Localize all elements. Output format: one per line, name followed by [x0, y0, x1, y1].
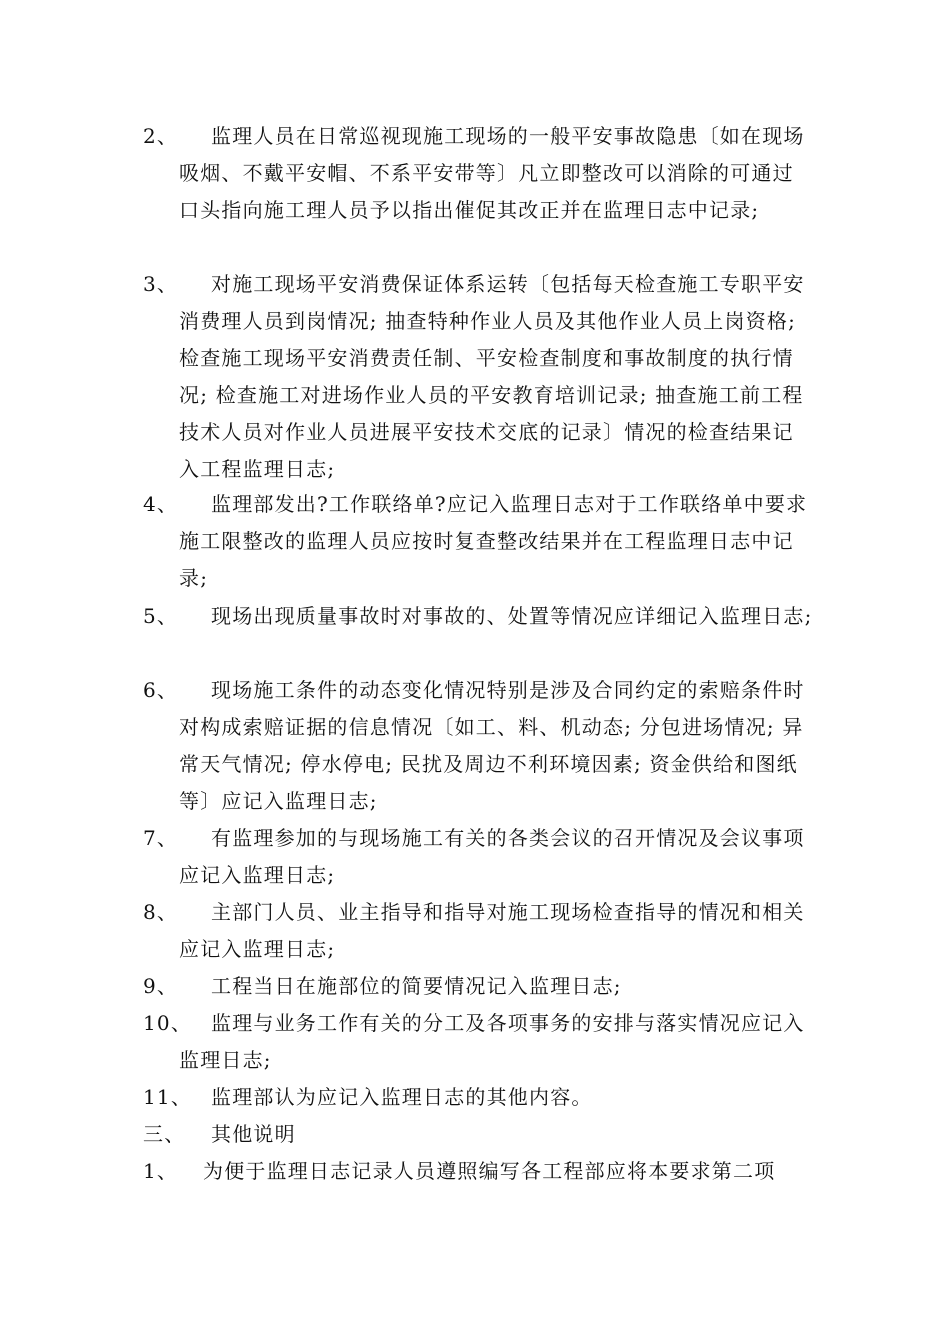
list-number: 11、 — [143, 1085, 193, 1109]
list-text: 有监理参加的与现场施工有关的各类会议的召开情况及会议事项应记入监理日志; — [179, 826, 805, 887]
list-item-7 — [143, 820, 813, 894]
list-text: 现场出现质量事故时对事故的、处置等情况应详细记入监理日志; — [211, 604, 813, 628]
list-number: 5、 — [143, 604, 179, 628]
list-text: 监理部认为应记入监理日志的其他内容。 — [211, 1085, 593, 1109]
list-item-11 — [143, 1079, 813, 1116]
list-number: 4、 — [143, 492, 179, 516]
list-item-4 — [143, 486, 813, 597]
list-number: 10、 — [143, 1011, 193, 1035]
list-text: 现场施工条件的动态变化情况特别是涉及合同约定的索赔条件时对构成索赔证据的信息情况〔如工、料、机动态; 分包进场情况; 异常天气情况; 停水停电; 民扰及周边不利环境因素; 资金供给和图纸等〕应记入监理日志; — [179, 678, 805, 813]
list-item-5 — [143, 598, 813, 635]
list-number: 1、 — [143, 1159, 179, 1183]
list-text: 监理部发出?工作联络单?应记入监理日志对于工作联络单中要求施工限整改的监理人员应按时复查整改结果并在工程监理日志中记录; — [179, 492, 808, 590]
list-text: 对施工现场平安消费保证体系运转〔包括每天检查施工专职平安消费理人员到岗情况; 抽查特种作业人员及其他作业人员上岗资格; 检查施工现场平安消费责任制、平安检查制度和事故制度的执行情况; 检查施工对进场作业人员的平安教育培训记录; 抽查施工前工程技术人员对作业人员进展平安技术交底的记录〕情况的检查结果记入工程监理日志; — [179, 272, 805, 481]
list-number: 9、 — [143, 974, 179, 998]
list-text: 监理人员在日常巡视现施工现场的一般平安事故隐患〔如在现场吸烟、不戴平安帽、不系平安带等〕凡立即整改可以消除的可通过口头指向施工理人员予以指出催促其改正并在监理日志中记录; — [179, 124, 805, 222]
list-number: 7、 — [143, 826, 179, 850]
list-item-2 — [143, 118, 813, 229]
list-item-10 — [143, 1005, 813, 1079]
list-number: 8、 — [143, 900, 179, 924]
list-text: 为便于监理日志记录人员遵照编写各工程部应将本要求第二项 — [203, 1159, 776, 1183]
list-text: 工程当日在施部位的简要情况记入监理日志; — [211, 974, 622, 998]
list-item-8 — [143, 894, 813, 968]
list-item-9 — [143, 968, 813, 1005]
list-item-3 — [143, 266, 813, 488]
list-number: 3、 — [143, 272, 179, 296]
list-text: 主部门人员、业主指导和指导对施工现场检查指导的情况和相关应记入监理日志; — [179, 900, 805, 961]
section-heading — [143, 1116, 813, 1153]
section-number: 三、 — [143, 1122, 186, 1146]
list-item-6 — [143, 672, 813, 820]
list-text: 监理与业务工作有关的分工及各项事务的安排与落实情况应记入监理日志; — [179, 1011, 805, 1072]
list-number: 2、 — [143, 124, 179, 148]
list-item-1 — [143, 1153, 813, 1190]
section-title: 其他说明 — [211, 1122, 296, 1146]
list-number: 6、 — [143, 678, 179, 702]
